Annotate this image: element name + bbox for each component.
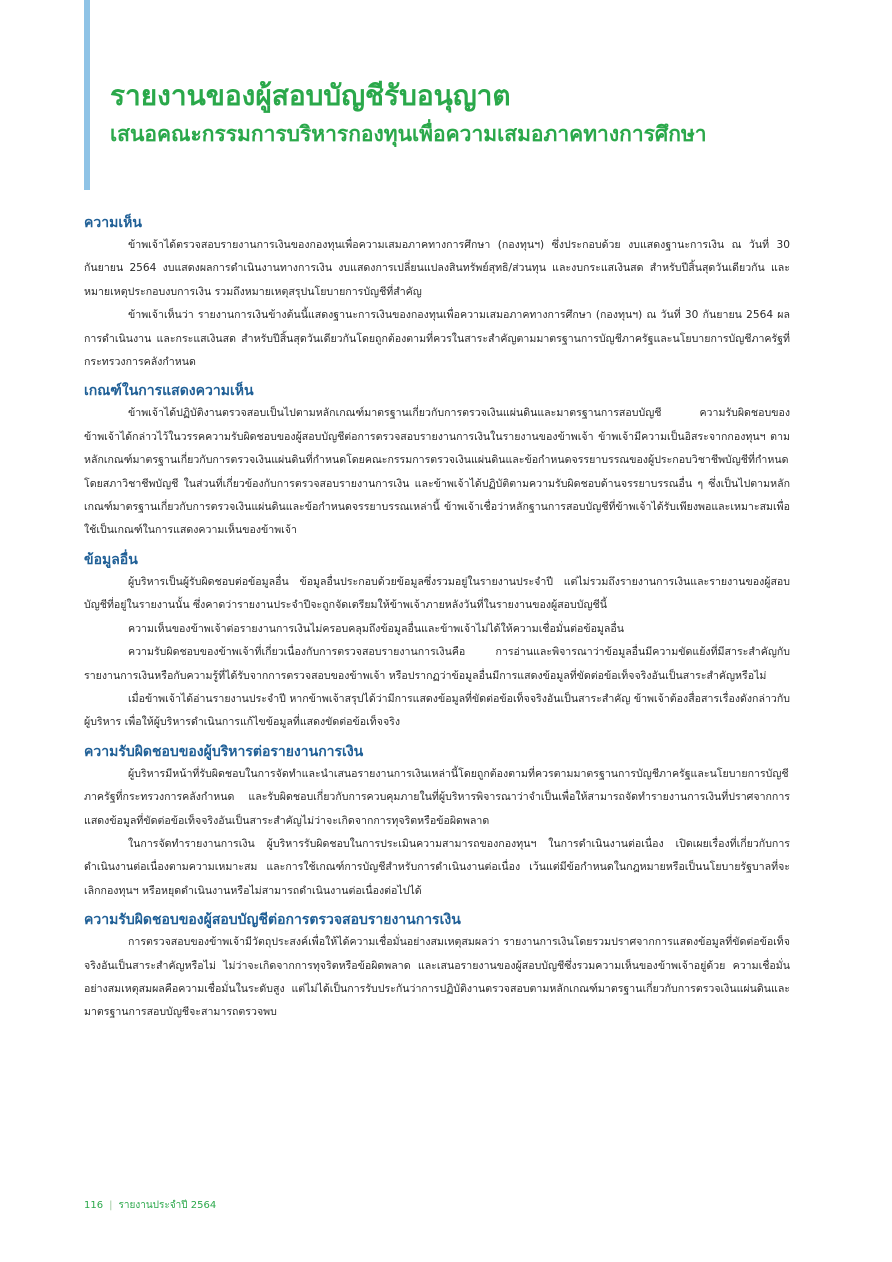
paragraph: ผู้บริหารเป็นผู้รับผิดชอบต่อข้อมูลอื่น ข้อมูลอื่นประกอบด้วยข้อมูลซึ่งรวมอยู่ในรายงานประจำปี แต่ไม่รวมถึงรายงานการเงินและรายงานของผู้สอบบัญชีที่อยู่ในรายงานนั้น ซึ่งคาดว่ารายงานประจำปีจะถูกจัดเตรียมให้ข้าพเจ้าภายหลังวันที่ในรายงานของผู้สอบบัญชีนี้ [84, 575, 790, 612]
section-management-responsibility [84, 741, 790, 903]
paragraph: ข้าพเจ้าได้ปฏิบัติงานตรวจสอบเป็นไปตามหลักเกณฑ์มาตรฐานเกี่ยวกับการตรวจเงินแผ่นดินและมาตรฐานการสอบบัญชี ความรับผิดชอบของข้าพเจ้าได้กล่าวไว้ในวรรคความรับผิดชอบของผู้สอบบัญชีต่อการตรวจสอบรายงานการเงินในรายงานของข้าพเจ้า ข้าพเจ้ามีความเป็นอิสระจากกองทุนฯ ตามหลักเกณฑ์มาตรฐานเกี่ยวกับการตรวจเงินแผ่นดินที่กำหนดโดยคณะกรรมการตรวจเงินแผ่นดินและข้อกำหนดจรรยาบรรณของผู้ประกอบวิชาชีพบัญชีที่กำหนดโดยสภาวิชาชีพบัญชี ในส่วนที่เกี่ยวข้องกับการตรวจสอบรายงานการเงิน และข้าพเจ้าได้ปฏิบัติตามความรับผิดชอบด้านจรรยาบรรณอื่น ๆ ซึ่งเป็นไปตามหลักเกณฑ์มาตรฐานเกี่ยวกับการตรวจเงินแผ่นดินและข้อกำหนดจรรยาบรรณเหล่านี้ ข้าพเจ้าเชื่อว่าหลักฐานการสอบบัญชีที่ข้าพเจ้าได้รับเพียงพอและเหมาะสมเพื่อใช้เป็นเกณฑ์ในการแสดงความเห็นของข้าพเจ้า [84, 407, 790, 537]
section-heading: ข้อมูลอื่น [84, 551, 138, 568]
paragraph: ความรับผิดชอบของข้าพเจ้าที่เกี่ยวเนื่องกับการตรวจสอบรายงานการเงินคือ การอ่านและพิจารณาว่าข้อมูลอื่นมีความขัดแย้งที่มีสาระสำคัญกับรายงานการเงินหรือกับความรู้ที่ได้รับจากการตรวจสอบของข้าพเจ้า หรือปรากฏว่าข้อมูลอื่นมีการแสดงข้อมูลที่ขัดต่อข้อเท็จจริงอันเป็นสาระสำคัญหรือไม่ [84, 646, 790, 682]
report-body [84, 212, 790, 1031]
section-heading: ความรับผิดชอบของผู้บริหารต่อรายงานการเงิน [84, 743, 364, 760]
paragraph: ข้าพเจ้าได้ตรวจสอบรายงานการเงินของกองทุนเพื่อความเสมอภาคทางการศึกษา (กองทุนฯ) ซึ่งประกอบด้วย งบแสดงฐานะการเงิน ณ วันที่ 30 กันยายน 2564 งบแสดงผลการดำเนินงานทางการเงิน งบแสดงการเปลี่ยนแปลงสินทรัพย์สุทธิ/ส่วนทุน และงบกระแสเงินสด สำหรับปีสิ้นสุดวันเดียวกัน และหมายเหตุประกอบงบการเงิน รวมถึงหมายเหตุสรุปนโยบายการบัญชีที่สำคัญ [84, 239, 790, 298]
page-number: 116 [84, 1200, 104, 1211]
paragraph: ผู้บริหารมีหน้าที่รับผิดชอบในการจัดทำและนำเสนอรายงานการเงินเหล่านี้โดยถูกต้องตามที่ควรตามมาตรฐานการบัญชีภาครัฐและนโยบายการบัญชีภาครัฐที่กระทรวงการคลังกำหนด และรับผิดชอบเกี่ยวกับการควบคุมภายในที่ผู้บริหารพิจารณาว่าจำเป็นเพื่อให้สามารถจัดทำรายงานการเงินที่ปราศจากการแสดงข้อมูลที่ขัดต่อข้อเท็จจริงอันเป็นสาระสำคัญไม่ว่าจะเกิดจากการทุจริตหรือข้อผิดพลาด [84, 767, 790, 827]
page-subtitle: เสนอคณะกรรมการบริหารกองทุนเพื่อความเสมอภาคทางการศึกษา [110, 122, 707, 146]
paragraph: เมื่อข้าพเจ้าได้อ่านรายงานประจำปี หากข้าพเจ้าสรุปได้ว่ามีการแสดงข้อมูลที่ขัดต่อข้อเท็จจริงอันเป็นสาระสำคัญ ข้าพเจ้าต้องสื่อสารเรื่องดังกล่าวกับผู้บริหาร เพื่อให้ผู้บริหารดำเนินการแก้ไขข้อมูลที่แสดงขัดต่อข้อเท็จจริง [84, 692, 790, 729]
accent-bar [84, 0, 90, 190]
page-title: รายงานของผู้สอบบัญชีรับอนุญาต [110, 79, 511, 112]
paragraph: การตรวจสอบของข้าพเจ้ามีวัตถุประสงค์เพื่อให้ได้ความเชื่อมั่นอย่างสมเหตุสมผลว่า รายงานการเงินโดยรวมปราศจากการแสดงข้อมูลที่ขัดต่อข้อเท็จจริงอันเป็นสาระสำคัญหรือไม่ ไม่ว่าจะเกิดจากการทุจริตหรือข้อผิดพลาด และเสนอรายงานของผู้สอบบัญชีซึ่งรวมความเห็นของข้าพเจ้าอยู่ด้วย ความเชื่อมั่นอย่างสมเหตุสมผลคือความเชื่อมั่นในระดับสูง แต่ไม่ได้เป็นการรับประกันว่าการปฏิบัติงานตรวจสอบตามหลักเกณฑ์มาตรฐานเกี่ยวกับการตรวจเงินแผ่นดินและมาตรฐานการสอบบัญชีจะสามารถตรวจพบ [84, 936, 790, 1019]
report-name: รายงานประจำปี 2564 [118, 1200, 217, 1211]
section-auditor-responsibility [84, 909, 790, 1025]
page-footer [84, 1198, 216, 1213]
section-heading: ความรับผิดชอบของผู้สอบบัญชีต่อการตรวจสอบรายงานการเงิน [84, 912, 461, 929]
section-heading: ความเห็น [84, 215, 142, 231]
paragraph: ความเห็นของข้าพเจ้าต่อรายงานการเงินไม่ครอบคลุมถึงข้อมูลอื่นและข้าพเจ้าไม่ได้ให้ความเชื่อมั่นต่อข้อมูลอื่น [128, 622, 625, 635]
section-basis [84, 380, 790, 542]
paragraph: ในการจัดทำรายงานการเงิน ผู้บริหารรับผิดชอบในการประเมินความสามารถของกองทุนฯ ในการดำเนินงานต่อเนื่อง เปิดเผยเรื่องที่เกี่ยวกับการดำเนินงานต่อเนื่องตามความเหมาะสม และการใช้เกณฑ์การบัญชีสำหรับการดำเนินงานต่อเนื่อง เว้นแต่มีข้อกำหนดในกฎหมายหรือเป็นนโยบายรัฐบาลที่จะเลิกกองทุนฯ หรือหยุดดำเนินงานหรือไม่สามารถดำเนินงานต่อเนื่องต่อไปได้ [84, 837, 790, 897]
section-heading: เกณฑ์ในการแสดงความเห็น [84, 383, 254, 400]
paragraph: ข้าพเจ้าเห็นว่า รายงานการเงินข้างต้นนี้แสดงฐานะการเงินของกองทุนเพื่อความเสมอภาคทางการศึกษา (กองทุนฯ) ณ วันที่ 30 กันยายน 2564 ผลการดำเนินงาน และกระแสเงินสด สำหรับปีสิ้นสุดวันเดียวกันโดยถูกต้องตามที่ควรในสาระสำคัญตามมาตรฐานการบัญชีภาครัฐและนโยบายการบัญชีภาครัฐที่กระทรวงการคลังกำหนด [84, 309, 790, 369]
title-block [110, 78, 870, 150]
section-other-information [84, 549, 790, 735]
footer-separator: | [109, 1200, 113, 1211]
section-opinion [84, 212, 790, 374]
